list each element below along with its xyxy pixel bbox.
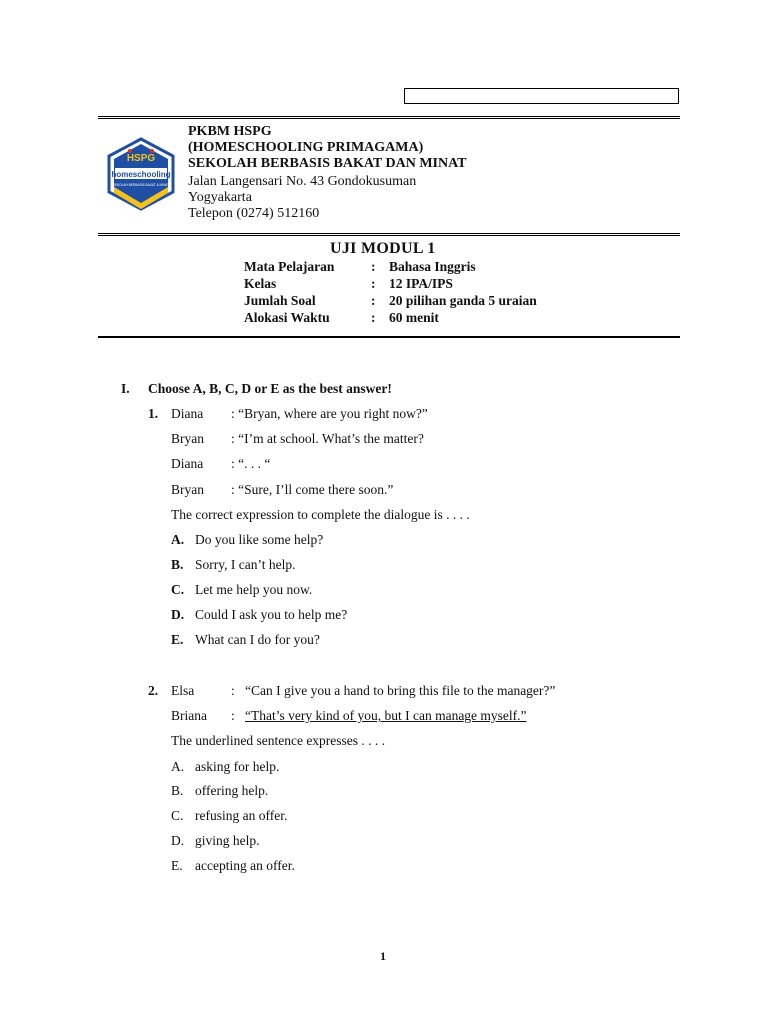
- dialogue-line: : “Sure, I’ll come there soon.”: [231, 482, 394, 497]
- option-letter: D.: [171, 833, 185, 848]
- option-text: What can I do for you?: [195, 632, 320, 647]
- header-top-rule: [98, 116, 680, 119]
- top-blank-box: [404, 88, 679, 104]
- option-letter: A.: [171, 532, 185, 547]
- option-text: Do you like some help?: [195, 532, 324, 547]
- option-letter: C.: [171, 808, 184, 823]
- dialogue-speaker: Diana: [171, 456, 204, 471]
- logo-text-mid: homeschooling: [111, 170, 171, 179]
- phone-number: Telepon (0274) 512160: [188, 206, 320, 221]
- info-label: Kelas: [244, 276, 277, 291]
- dialogue-speaker: Briana: [171, 708, 207, 723]
- question-prompt: The underlined sentence expresses . . . .: [171, 733, 386, 748]
- option-letter: B.: [171, 783, 184, 798]
- info-sep: :: [371, 276, 376, 291]
- dialogue-speaker: Bryan: [171, 482, 204, 497]
- dialogue-speaker: Diana: [171, 406, 204, 421]
- dialogue-sep: :: [231, 683, 235, 698]
- info-sep: :: [371, 293, 376, 308]
- dialogue-speaker: Elsa: [171, 683, 195, 698]
- info-value: Bahasa Inggris: [389, 259, 476, 274]
- underlined-sentence: “That’s very kind of you, but I can manage myself.”: [245, 708, 527, 723]
- info-bottom-rule: [98, 336, 680, 338]
- info-sep: :: [371, 310, 376, 325]
- page-number: 1: [380, 949, 386, 963]
- option-text: asking for help.: [195, 759, 280, 774]
- section-number: I.: [121, 381, 130, 396]
- option-letter: C.: [171, 582, 185, 597]
- option-letter: B.: [171, 557, 184, 572]
- option-letter: E.: [171, 632, 184, 647]
- info-sep: :: [371, 259, 376, 274]
- dialogue-line: “Can I give you a hand to bring this file to the manager?”: [245, 683, 556, 698]
- question-number: 1.: [148, 406, 159, 421]
- address-line-1: Jalan Langensari No. 43 Gondokusuman: [188, 174, 417, 189]
- info-label: Mata Pelajaran: [244, 259, 335, 274]
- info-label: Alokasi Waktu: [244, 310, 330, 325]
- info-value: 60 menit: [389, 310, 439, 325]
- option-letter: D.: [171, 607, 185, 622]
- option-text: Let me help you now.: [195, 582, 313, 597]
- address-line-2: Yogyakarta: [188, 190, 252, 205]
- option-letter: A.: [171, 759, 185, 774]
- question-number: 2.: [148, 683, 159, 698]
- section-instruction: Choose A, B, C, D or E as the best answer!: [148, 381, 392, 396]
- option-letter: E.: [171, 858, 183, 873]
- info-value: 12 IPA/IPS: [389, 276, 453, 291]
- option-text: accepting an offer.: [195, 858, 295, 873]
- logo-text-bottom: SEKOLAH BERBASIS BAKAT & MINAT: [112, 183, 170, 187]
- dialogue-speaker: Bryan: [171, 431, 204, 446]
- option-text: giving help.: [195, 833, 260, 848]
- option-text: offering help.: [195, 783, 269, 798]
- org-tagline: SEKOLAH BERBASIS BAKAT DAN MINAT: [188, 156, 467, 171]
- option-text: Sorry, I can’t help.: [195, 557, 296, 572]
- info-value: 20 pilihan ganda 5 uraian: [389, 293, 537, 308]
- dialogue-line: : “. . . “: [231, 456, 271, 471]
- option-text: Could I ask you to help me?: [195, 607, 348, 622]
- dialogue-line: : “I’m at school. What’s the matter?: [231, 431, 424, 446]
- exam-title: UJI MODUL 1: [330, 240, 436, 257]
- question-prompt: The correct expression to complete the dialogue is . . . .: [171, 507, 470, 522]
- logo-text-top: HSPG: [126, 153, 156, 164]
- org-full-name: (HOMESCHOOLING PRIMAGAMA): [188, 140, 424, 155]
- dialogue-sep: :: [231, 708, 235, 723]
- org-name: PKBM HSPG: [188, 124, 272, 139]
- hspg-logo: [104, 137, 178, 211]
- dialogue-line: : “Bryan, where are you right now?”: [231, 406, 428, 421]
- option-text: refusing an offer.: [195, 808, 288, 823]
- info-label: Jumlah Soal: [244, 293, 316, 308]
- header-bottom-rule: [98, 233, 680, 236]
